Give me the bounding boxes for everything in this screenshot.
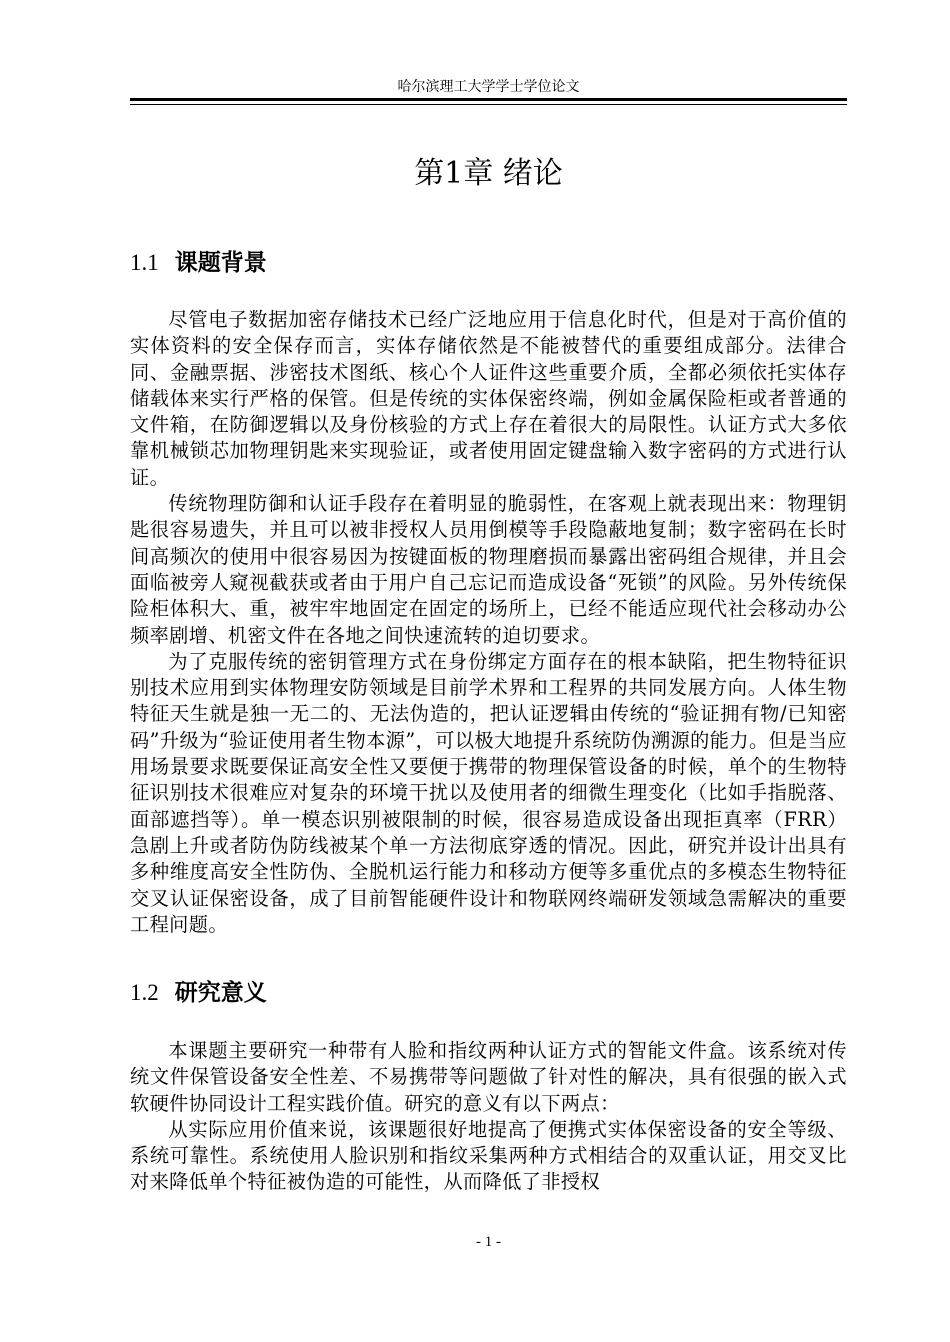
- paragraph: 尽管电子数据加密存储技术已经广泛地应用于信息化时代，但是对于高价值的实体资料的安全保存而言，实体存储依然是不能被替代的重要组成部分。法律合同、金融票据、涉密技术图纸、核心个人证件这些重要介质，全都必须依托实体存储载体来实行严格的保管。但是传统的实体保密终端，例如金属保险柜或者普通的文件箱，在防御逻辑以及身份核验的方式上存在着很大的局限性。认证方式大多依靠机械锁芯加物理钥匙来实现验证，或者使用固定键盘输入数字密码的方式进行认证。: [130, 308, 847, 489]
- paragraph: 为了克服传统的密钥管理方式在身份绑定方面存在的根本缺陷，把生物特征识别技术应用到实体物理安防领域是目前学术界和工程界的共同发展方向。人体生物特征天生就是独一无二的、无法伪造的，把认证逻辑由传统的“验证拥有物/已知密码”升级为“验证使用者生物本源”，可以极大地提升系统防伪溯源的能力。但是当应用场景要求既要保证高安全性又要便于携带的物理保管设备的时候，单个的生物特征识别技术很难应对复杂的环境干扰以及使用者的细微生理变化（比如手指脱落、面部遮挡等）。单一模态识别被限制的时候，很容易造成设备出现拒真率（FRR）急剧上升或者防伪防线被某个单一方法彻底穿透的情况。因此，研究并设计出具有多种维度高安全性防伪、全脱机运行能力和移动方便等多重优点的多模态生物特征交叉认证保密设备，成了目前智能硬件设计和物联网终端研发领域急需解决的重要工程问题。: [130, 649, 847, 936]
- paragraph: 传统物理防御和认证手段存在着明显的脆弱性，在客观上就表现出来：物理钥匙很容易遗失，并且可以被非授权人员用倒模等手段隐蔽地复制；数字密码在长时间高频次的使用中很容易因为按键面板的物理磨损而暴露出密码组合规律，并且会面临被旁人窥视截获或者由于用户自己忘记而造成设备“死锁”的风险。另外传统保险柜体积大、重，被牢牢地固定在固定的场所上，已经不能适应现代社会移动办公频率剧增、机密文件在各地之间快速流转的迫切要求。: [130, 492, 847, 647]
- section-number: 1.2: [130, 980, 159, 1005]
- header-rule-thin: [130, 104, 847, 105]
- chapter-title: 第1章 绪论: [414, 156, 563, 191]
- section-body-significance: [130, 1038, 847, 1196]
- header-rule-thick: [130, 98, 847, 101]
- paragraph: 从实际应用价值来说，该课题很好地提高了便携式实体保密设备的安全等级、系统可靠性。系统使用人脸识别和指纹采集两种方式相结合的双重认证，用交叉比对来降低单个特征被伪造的可能性，从而降低了非授权: [130, 1117, 847, 1194]
- section-body-background: [130, 307, 847, 938]
- section-number: 1.1: [130, 250, 159, 275]
- section-heading-significance: [130, 977, 847, 1009]
- paragraph: 本课题主要研究一种带有人脸和指纹两种认证方式的智能文件盒。该系统对传统文件保管设备安全性差、不易携带等问题做了针对性的解决，具有很强的嵌入式软硬件协同设计工程实践价值。研究的意义有以下两点：: [130, 1039, 847, 1115]
- section-heading-background: [130, 247, 847, 279]
- section-title: 研究意义: [174, 980, 267, 1006]
- page-number: - 1 -: [476, 1234, 501, 1250]
- running-header: 哈尔滨理工大学学士学位论文: [397, 79, 580, 95]
- section-title: 课题背景: [174, 250, 267, 276]
